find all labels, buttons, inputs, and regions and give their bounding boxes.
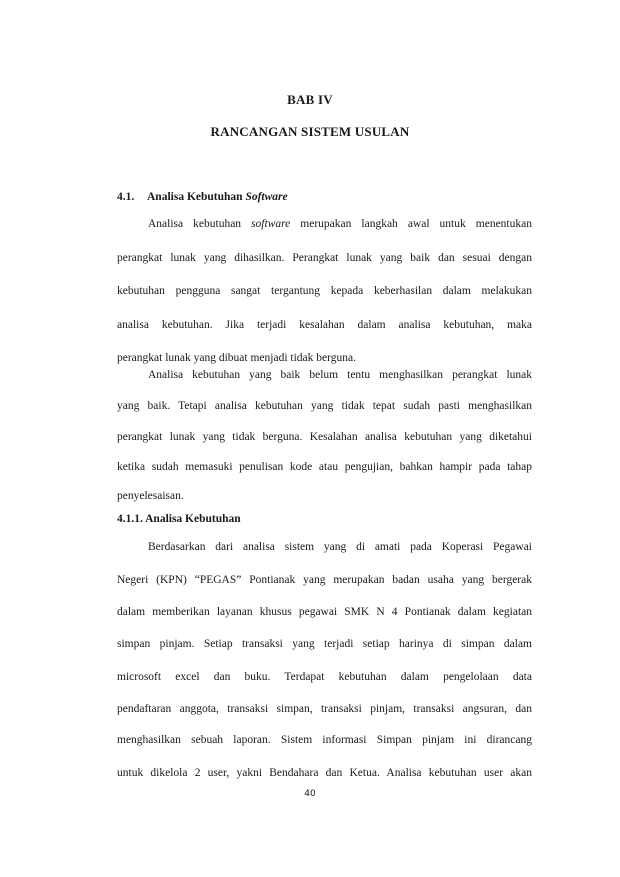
text-span: Analisa kebutuhan: [148, 218, 252, 230]
paragraph-line: kebutuhan pengguna sangat tergantung kepada keberhasilan dalam melakukan: [117, 285, 532, 297]
paragraph-line: analisa kebutuhan. Jika terjadi kesalahan dalam analisa kebutuhan, maka: [117, 319, 532, 331]
paragraph-line: perangkat lunak yang dibuat menjadi tidak berguna.: [117, 352, 356, 364]
paragraph-line: [148, 217, 532, 231]
paragraph-line: Analisa kebutuhan yang baik belum tentu menghasilkan perangkat lunak: [148, 369, 532, 381]
paragraph-line: penyelesaisan.: [117, 490, 184, 502]
page-number: 40: [304, 789, 316, 799]
italic-term: software: [251, 218, 291, 230]
section-number: 4.1.: [117, 191, 135, 203]
paragraph-line: dalam memberikan layanan khusus pegawai SMK N 4 Pontianak dalam kegiatan: [117, 606, 532, 618]
text-span: merupakan langkah awal untuk menentukan: [290, 218, 532, 230]
chapter-title: RANCANGAN SISTEM USULAN: [210, 124, 410, 139]
paragraph-line: ketika sudah memasuki penulisan kode atau pengujian, bahkan hampir pada tahap: [117, 461, 532, 473]
paragraph-line: Berdasarkan dari analisa sistem yang di amati pada Koperasi Pegawai: [148, 541, 532, 553]
section-title-italic: Software: [245, 191, 288, 203]
paragraph-line: menghasilkan sebuah laporan. Sistem informasi Simpan pinjam ini dirancang: [117, 734, 532, 746]
section-title: Analisa Kebutuhan: [147, 191, 246, 203]
section-heading-4-1-1: 4.1.1. Analisa Kebutuhan: [117, 513, 241, 525]
paragraph-line: perangkat lunak yang tidak berguna. Kesalahan analisa kebutuhan yang diketahui: [117, 431, 532, 443]
paragraph-line: yang baik. Tetapi analisa kebutuhan yang tidak tepat sudah pasti menghasilkan: [117, 400, 532, 412]
paragraph-line: Negeri (KPN) “PEGAS” Pontianak yang merupakan badan usaha yang bergerak: [117, 574, 532, 586]
chapter-number: BAB IV: [287, 92, 333, 107]
paragraph-line: perangkat lunak yang dihasilkan. Perangkat lunak yang baik dan sesuai dengan: [117, 252, 532, 264]
paragraph-line: untuk dikelola 2 user, yakni Bendahara dan Ketua. Analisa kebutuhan user akan: [117, 767, 532, 779]
paragraph-line: simpan pinjam. Setiap transaksi yang terjadi setiap harinya di simpan dalam: [117, 638, 532, 650]
section-heading-4-1: [117, 191, 288, 203]
paragraph-line: microsoft excel dan buku. Terdapat kebutuhan dalam pengelolaan data: [117, 671, 532, 683]
paragraph-line: pendaftaran anggota, transaksi simpan, transaksi pinjam, transaksi angsuran, dan: [117, 703, 532, 715]
